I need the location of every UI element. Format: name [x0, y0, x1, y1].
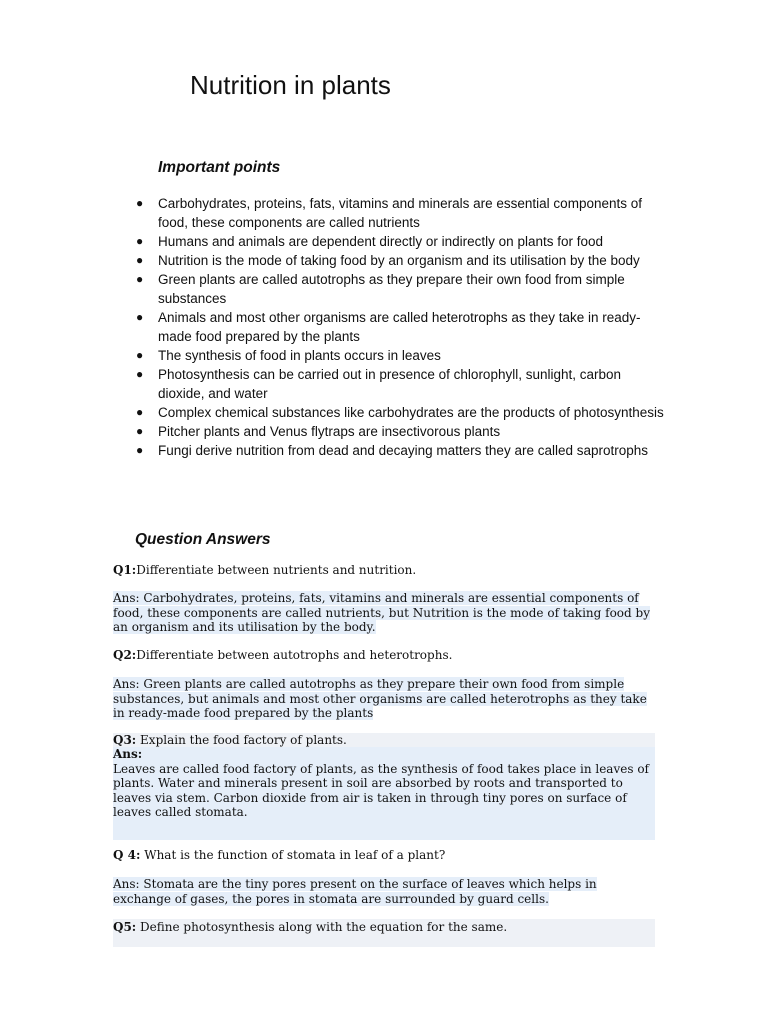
answer-label: Ans:	[113, 747, 143, 761]
question-label: Q3:	[113, 733, 137, 747]
list-item: ● The synthesis of food in plants occurs in leaves	[136, 348, 441, 363]
bullet-icon: ●	[136, 424, 144, 438]
question-text: Define photosynthesis along with the equation for the same.	[136, 920, 508, 934]
list-item: ● Carbohydrates, proteins, fats, vitamins and minerals are essential components of food, these components are called nutrients	[136, 196, 642, 230]
bullet-icon: ●	[136, 348, 144, 362]
bullet-icon: ●	[136, 234, 144, 248]
bullet-icon: ●	[136, 310, 144, 324]
bullet-icon: ●	[136, 405, 144, 419]
question-label: Q2:	[113, 648, 137, 662]
important-points-list	[136, 194, 668, 460]
question-text: Differentiate between autotrophs and heterotrophs.	[136, 648, 453, 662]
page-title: Nutrition in plants	[190, 70, 391, 100]
question-text: What is the function of stomata in leaf of a plant?	[140, 848, 446, 862]
question-1	[113, 563, 655, 578]
question-label: Q5:	[113, 920, 137, 934]
answer-text: Green plants are called autotrophs as they prepare their own food from simple substances, but animals and most other organisms are called heterotrophs as they take in ready-made food prepared by the plants	[113, 677, 647, 720]
list-item: ● Photosynthesis can be carried out in presence of chlorophyll, sunlight, carbon dioxide, and water	[136, 367, 622, 401]
question-4	[113, 848, 655, 863]
bullet-icon: ●	[136, 272, 144, 286]
answer-label: Ans:	[113, 591, 140, 605]
question-label: Q 4:	[113, 848, 141, 862]
question-3	[113, 733, 655, 748]
bullet-icon: ●	[136, 196, 144, 210]
answer-label: Ans:	[113, 877, 140, 891]
question-text: Differentiate between nutrients and nutrition.	[136, 563, 417, 577]
list-item: ● Green plants are called autotrophs as they prepare their own food from simple substances	[136, 272, 625, 306]
question-2	[113, 648, 655, 663]
bullet-icon: ●	[136, 443, 144, 457]
question-answers-heading: Question Answers	[135, 531, 271, 548]
answer-text: Stomata are the tiny pores present on the surface of leaves which helps in exchange of gases, the pores in stomata are surrounded by guard cells.	[113, 877, 597, 906]
answer-text: Leaves are called food factory of plants, as the synthesis of food takes place in leaves of plants. Water and minerals present in soil are absorbed by roots and transported to leaves via stem. Carbon dioxide from air is taken in through tiny pores on surface of leaves called stomata.	[113, 761, 649, 819]
list-item: ● Nutrition is the mode of taking food by an organism and its utilisation by the body	[136, 253, 640, 268]
answer-label: Ans:	[113, 677, 140, 691]
answer-2	[113, 677, 655, 721]
list-item: ● Pitcher plants and Venus flytraps are insectivorous plants	[136, 424, 501, 439]
list-item: ● Humans and animals are dependent directly or indirectly on plants for food	[136, 234, 603, 249]
important-points-heading: Important points	[158, 159, 281, 176]
question-text: Explain the food factory of plants.	[136, 733, 347, 747]
answer-1	[113, 591, 655, 635]
bullet-icon: ●	[136, 253, 144, 267]
bullet-icon: ●	[136, 367, 144, 381]
list-item: ● Fungi derive nutrition from dead and decaying matters they are called saprotrophs	[136, 443, 649, 458]
answer-text: Carbohydrates, proteins, fats, vitamins and minerals are essential components of food, these components are called nutrients, but Nutrition is the mode of taking food by an organism and its utilisation by the body.	[113, 591, 650, 634]
question-label: Q1:	[113, 563, 137, 577]
question-5	[113, 920, 655, 935]
answer-4	[113, 877, 655, 906]
list-item: ● Complex chemical substances like carbohydrates are the products of photosynthesis	[136, 405, 664, 420]
answer-3	[113, 747, 655, 820]
list-item: ● Animals and most other organisms are called heterotrophs as they take in ready-made food prepared by the plants	[136, 310, 641, 344]
